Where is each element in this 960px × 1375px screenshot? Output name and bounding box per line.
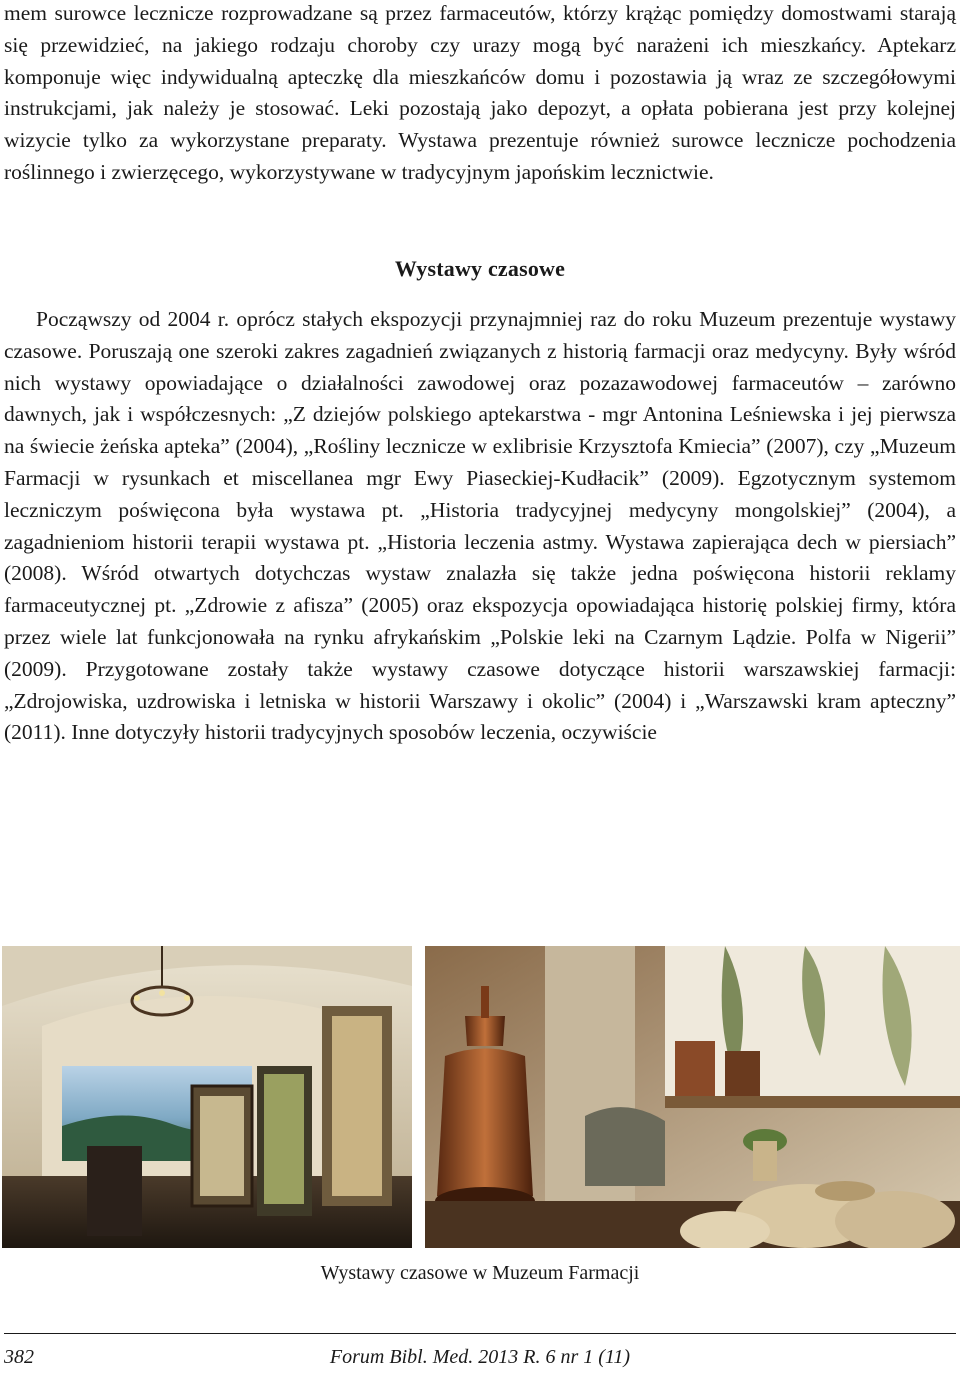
exhibition-room-photo [2,946,412,1248]
section-text-block [4,304,956,749]
section-paragraph: Począwszy od 2004 r. oprócz stałych ekspozycji przynajmniej raz do roku Muzeum prezentuje wystawy czasowe. Poruszają one szeroki zakres zagadnień związanych z historią farmacji oraz medycyny. Były wśród nich wystawy opowiadające o działalności zawodowej oraz pozazawodowej farmaceutów – zarówno dawnych, jak i współczesnych: „Z dziejów polskiego aptekarstwa - mgr Antonina Leśniewska i jej pierwsza na świecie żeńska apteka” (2004), „Rośliny lecznicze w exlibrisie Krzysztofa Kmiecia” (2007), czy „Muzeum Farmacji w rysunkach et miscellanea mgr Ewy Piaseckiej-Kudłacik” (2009). Egzotycznym systemom leczniczym poświęcona była wystawa pt. „Historia tradycyjnej medycyny mongolskiej” (2004), a zagadnieniom historii terapii wystawa pt. „Historia leczenia astmy. Wystawa zapierająca dech w piersiach” (2008). Wśród otwartych dotychczas wystaw znalazła się także jedna poświęcona historii reklamy farmaceutycznej pt. „Zdrowie z afisza” (2005) oraz ekspozycja opowiadająca historię polskiej firmy, która przez wiele lat funkcjonowała na rynku afrykańskim „Polskie leki na Czarnym Lądzie. Polfa w Nigerii” (2009). Przygotowane zostały także wystawy czasowe dotyczące historii warszawskiej farmacji: „Zdrojowiska, uzdrowiska i letniska w historii Warszawy i okolic” (2004) i „Warszawski kram apteczny” (2011). Inne dotyczyły historii tradycyjnych sposobów leczenia, oczywiście [4,307,956,745]
section-heading: Wystawy czasowe [394,256,566,281]
journal-citation: Forum Bibl. Med. 2013 R. 6 nr 1 (11) [329,1346,631,1368]
footer-rule [4,1333,956,1334]
figure-photos [2,946,958,1248]
intro-paragraph: mem surowce lecznicze rozprowadzane są przez farmaceutów, którzy krążąc pomiędzy domostwami starają się przewidzieć, na jakiego rodzaju choroby czy urazy mogą być narażeni ich mieszkańcy. Aptekarz komponuje więc indywidualną apteczkę dla mieszkańców domu i pozostawia ją wraz ze szczegółowymi instrukcjami, jak należy je stosować. Leki pozostają jako depozyt, a opłata pobierana jest przy kolejnej wizycie tylko za wykorzystane preparaty. Wystawa prezentuje również surowce lecznicze pochodzenia roślinnego i zwierzęcego, wykorzystywane w tradycyjnym japońskim lecznictwie. [4,1,956,184]
intro-text-block [4,0,956,189]
pharmacy-vessels-photo [425,946,960,1248]
figure-caption: Wystawy czasowe w Muzeum Farmacji [320,1262,640,1284]
page-number: 382 [4,1346,34,1368]
